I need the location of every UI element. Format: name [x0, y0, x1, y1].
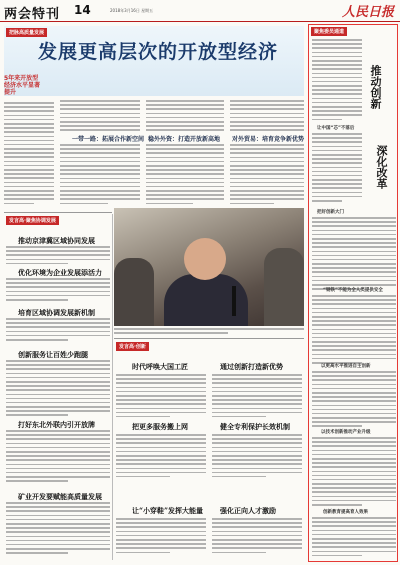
article-text-block — [312, 295, 396, 366]
article-text-block — [6, 318, 110, 343]
article-title: 时代呼唤大国工匠 — [132, 362, 188, 371]
section-tag-innovation: 发言高·创新 — [116, 342, 149, 351]
article-text-block — [60, 144, 140, 207]
section-tag-right: 聚焦委员通道 — [311, 27, 347, 36]
article-text-block — [6, 246, 110, 267]
section-tag-middle: 发言高·聚焦协调发展 — [6, 216, 59, 225]
article-text-block — [212, 374, 302, 420]
article-text-block — [4, 102, 54, 207]
subhead: 稳外外资：打造开放新高地 — [148, 136, 221, 143]
publish-date: 2018年3月16日 星期五 — [110, 8, 154, 13]
article-text-block — [312, 133, 362, 204]
section-title: 两会特刊 — [4, 7, 61, 22]
right-subhead: 以更高水平推进自主创新 — [321, 364, 371, 369]
article-title: 通过创新打造新优势 — [220, 362, 283, 371]
article-text-block — [6, 430, 110, 484]
divider — [4, 212, 112, 213]
main-headline: 发展更高层次的开放型经济 — [38, 41, 279, 63]
article-text-block — [212, 518, 302, 556]
article-text-block — [116, 434, 206, 480]
speaker-photo — [114, 208, 304, 326]
article-text-block — [312, 437, 396, 508]
section-tag-top: 把脉高质量发展 — [6, 28, 47, 37]
article-title: 健全专利保护长效机制 — [220, 422, 290, 431]
article-text-block — [146, 144, 224, 207]
article-title: 矿业开发要赋能高质量发展 — [18, 492, 102, 501]
right-subhead: “钢铁”不能为全人类提供安全 — [323, 288, 383, 293]
article-text-block — [230, 100, 304, 134]
article-title: 优化环境为企业发展添活力 — [18, 268, 102, 277]
article-text-block — [60, 100, 140, 134]
photo-caption — [114, 328, 304, 336]
divider — [114, 338, 304, 339]
article-text-block — [312, 517, 396, 559]
article-text-block — [312, 39, 362, 123]
column-divider — [112, 214, 113, 560]
article-title: 打好东北外联内引开放牌 — [18, 420, 95, 429]
article-title: 把更多服务搬上网 — [132, 422, 188, 431]
right-feature-column — [308, 24, 398, 562]
right-headline-1: 推动创新 — [369, 65, 382, 109]
right-subhead: 以技术创新推动产业升级 — [321, 430, 371, 435]
newspaper-logo: 人民日报 — [341, 5, 394, 20]
article-text-block — [312, 217, 396, 292]
right-subhead: 创新教育提高育人效果 — [323, 510, 368, 515]
article-text-block — [6, 502, 110, 556]
article-text-block — [230, 144, 304, 207]
masthead — [0, 0, 400, 22]
article-title: 让“小穿鞋”发挥大能量 — [132, 506, 204, 515]
article-text-block — [116, 518, 206, 556]
page-number: 14 — [74, 3, 91, 17]
subhead: 一带一路：拓展合作新空间 — [72, 136, 145, 143]
article-title: 培育区域协调发展新机制 — [18, 308, 95, 317]
article-title: 创新服务让百姓少跑腿 — [18, 350, 88, 359]
side-note-text: 5年来开放型经济水平显著提升 — [4, 75, 41, 96]
right-subhead: 把好创新大门 — [317, 210, 344, 215]
article-text-block — [6, 278, 110, 303]
subhead: 对外贸易：培育竞争新优势 — [232, 136, 305, 143]
side-note — [4, 75, 44, 96]
article-text-block — [116, 374, 206, 420]
article-title: 推动京津冀区域协同发展 — [18, 236, 95, 245]
article-text-block — [212, 434, 302, 480]
article-text-block — [146, 100, 224, 134]
article-title: 强化正向人才激励 — [220, 506, 276, 515]
right-headline-2: 深化改革 — [375, 145, 388, 189]
article-text-block — [312, 371, 396, 430]
right-subhead: 让中国“芯”不落后 — [317, 126, 355, 131]
article-text-block — [6, 360, 110, 419]
